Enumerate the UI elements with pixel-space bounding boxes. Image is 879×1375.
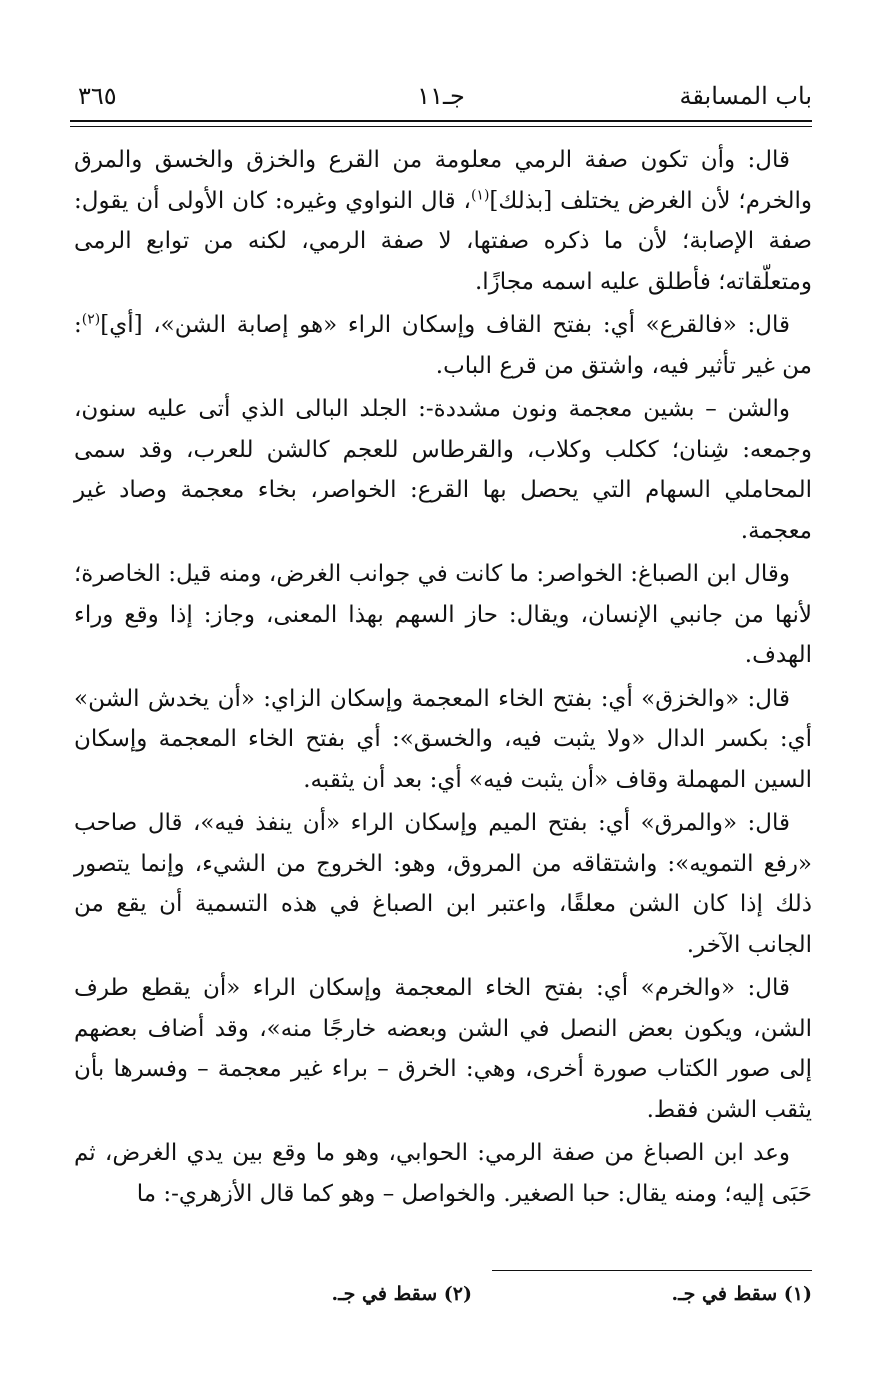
page-number: ٣٦٥ (78, 82, 117, 110)
paragraph-text: وعد ابن الصباغ من صفة الرمي: الحوابي، وهو ما وقع بين يدي الغرض، ثم حَبَى إليه؛ ومنه يقال: حبا الصغير. والخواصل – وهو كما قال الأزهري-: ما (74, 1140, 812, 1207)
paragraph-text: ، قال النواوي وغيره: كان الأولى أن يقول: صفة الإصابة؛ لأن ما ذكره صفتها، لا صفة الرمي، لكنه من توابع الرمى ومتعلّقاته؛ فأطلق عليه اسمه مجازًا. (74, 187, 812, 295)
header-rule-thick (70, 120, 812, 122)
paragraph (74, 305, 812, 386)
paragraph-text: والشن – بشين معجمة ونون مشددة-: الجلد البالى الذي أتى عليه سنون، وجمعه: شِنان؛ ككلب وكلاب، والقرطاس للعجم كالشن للعرب، وقد سمى المحاملي السهام التي يحصل بها القرع: الخواصر، بخاء معجمة وصاد غير معجمة. (74, 396, 812, 544)
paragraph-text: قال: «والخرم» أي: بفتح الخاء المعجمة وإسكان الراء «أن يقطع طرف الشن، ويكون بعض النصل في الشن وبعضه خارجًا منه»، وقد أضاف بعضهم إلى صور الكتاب صورة أخرى، وهي: الخرق – براء غير معجمة – وفسرها بأن يثقب الشن فقط. (74, 975, 812, 1123)
footnotes (70, 1283, 812, 1313)
footnote-2-marker: (٢) (443, 1283, 472, 1305)
footnote-ref: (٢) (81, 311, 101, 328)
paragraph-text: : من غير تأثير فيه، واشتق من قرع الباب. (74, 312, 812, 379)
paragraph-text: قال: «فالقرع» أي: بفتح القاف وإسكان الراء «هو إصابة الشن»، [أي] (100, 312, 790, 338)
paragraph-text: وقال ابن الصباغ: الخواصر: ما كانت في جوانب الغرض، ومنه قيل: الخاصرة؛ لأنها من جانبي الإنسان، ويقال: حاز السهم بهذا المعنى، وجاز: إذا وقع وراء الهدف. (74, 561, 812, 668)
paragraph (74, 140, 812, 302)
paragraph-text: قال: «والمرق» أي: بفتح الميم وإسكان الراء «أن ينفذ فيه»، قال صاحب «رفع التمويه»: واشتقاقه من المروق، وهو: الخروج من الشيء، وإنما يتصور ذلك إذا كان الشن معلقًا، واعتبر ابن الصباغ في هذه التسمية أن يقع من الجانب الآخر. (74, 810, 812, 958)
footnote-2-text: سقط في جـ. (331, 1283, 438, 1305)
paragraph (74, 803, 812, 965)
volume-label: جـ١١ (417, 82, 465, 110)
footnote-separator (492, 1270, 812, 1271)
paragraph-text: قال: وأن تكون صفة الرمي معلومة من القرع والخزق والخسق والمرق والخرم؛ لأن الغرض يختلف [بذلك] (74, 147, 812, 214)
header-rule-thin (70, 126, 812, 127)
paragraph (74, 968, 812, 1130)
paragraph (74, 679, 812, 801)
paragraph-text: قال: «والخزق» أي: بفتح الخاء المعجمة وإسكان الزاي: «أن يخدش الشن» أي: بكسر الدال «ولا يثبت فيه، والخسق»: أي بفتح الخاء المعجمة وإسكان السين المهملة وقاف «أن يثبت فيه» أي: بعد أن يثقبه. (74, 685, 812, 793)
footnote-1-text: سقط في جـ. (671, 1283, 778, 1305)
paragraph (74, 554, 812, 676)
footnote-ref: (١) (470, 186, 490, 203)
paragraph (74, 1133, 812, 1214)
footnote-2 (332, 1283, 473, 1305)
footnote-1 (672, 1283, 813, 1305)
page-header (70, 78, 812, 118)
body-text (74, 140, 812, 1217)
chapter-title: باب المسابقة (679, 82, 812, 110)
footnote-1-marker: (١) (783, 1283, 812, 1305)
paragraph (74, 389, 812, 551)
